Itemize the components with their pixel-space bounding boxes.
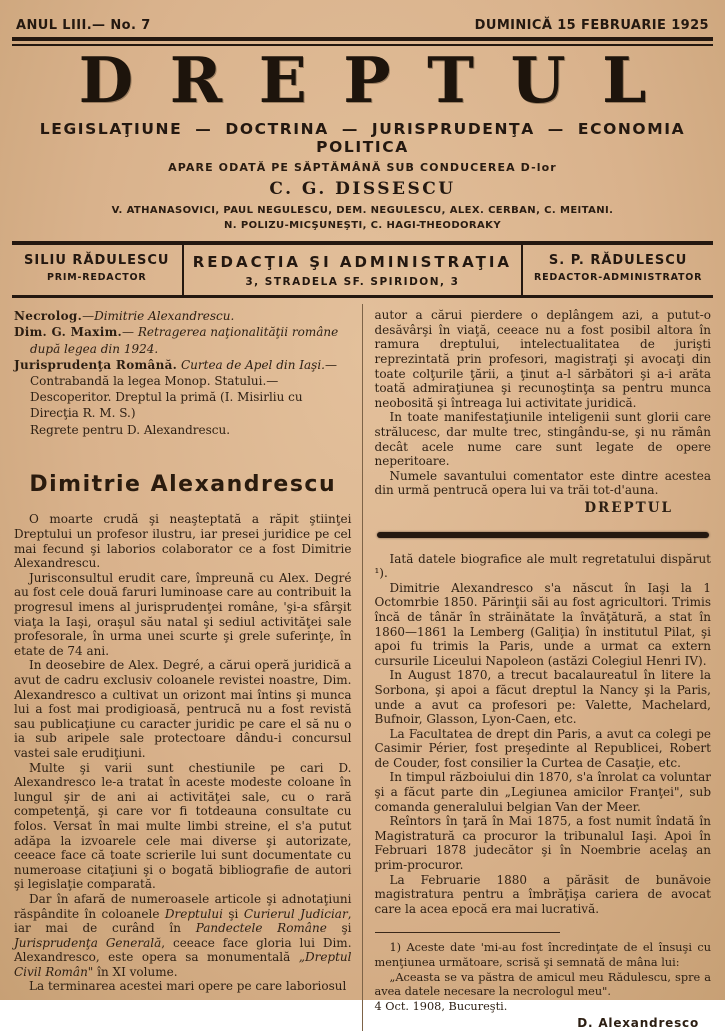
article-heading: Dimitrie Alexandrescu (29, 471, 337, 497)
paragraph: „Aceasta se va păstra de amicul meu Rădulescu, spre a avea datele necesare la necrologul meu". (374, 970, 711, 999)
editorial-signature: DREPTUL (584, 499, 673, 516)
contents-summary (14, 308, 352, 438)
paragraph: In timpul războiului din 1870, s'a înrolat ca voluntar şi a făcut parte din „Legiunea amicilor Franţei", sub comanda generalului belgian Van der Meer. (374, 770, 711, 814)
footnote-separator (375, 932, 560, 933)
paragraph: Necrolog.—Dimitrie Alexandrescu. (14, 309, 235, 324)
paragraph: In deosebire de Alex. Degré, a cărui operă juridică a avut de cadru exclusiv coloanele revistei noastre, Dim. Alexandresco a cultivat un orizont mai întins şi munca lui a fost mai prodigioasă, pentrucă nu a fost revistă sau publicaţiune cu caracter juridic pe care el să nu o ia sub aripele sale protectoare dându-i concursul vastei sale erudiţiuni. (14, 658, 352, 760)
redaction-address: 3, STRADELA SF. SPIRIDON, 3 (245, 276, 460, 289)
section-divider-rule (377, 532, 710, 538)
footnote-signature: D. Alexandresco (577, 1016, 699, 1031)
frequency-line: APARE ODATĂ PE SĂPTĂMÂNĂ SUB CONDUCEREA D-lor (168, 161, 557, 175)
redaction-title: REDACŢIA ŞI ADMINISTRAŢIA (192, 253, 513, 272)
paragraph: Dar în afară de numeroasele articole şi adnotaţiuni răspândite în coloanele Dreptului şi Curierul Judiciar, iar mai de curând în Pandectele Române şi Jurisprudenţa Generală, ceeace face gloria lui Dim. Alexandresco, este opera sa monumentală „Dreptul Civil Român" în XI volume. (14, 891, 352, 979)
left-column (12, 304, 363, 1031)
newspaper-title: DREPTUL (78, 43, 683, 117)
paragraph: La terminarea acestei mari opere pe care laboriosul (29, 979, 347, 994)
paragraph: 1) Aceste date 'mi-au fost încredinţate de el însuşi cu menţiunea următoare, scrisă şi semnată de mâna lui: (374, 941, 711, 969)
right-column (363, 304, 714, 1031)
biography-section (375, 552, 712, 917)
paragraph: Reîntors în ţară în Mai 1875, a fost numit îndată în Magistratură ca procuror la tribunalul Iaşi. Apoi în Februari 1878 judecător şi în Noembrie acelaş an prim-procuror. (374, 814, 711, 873)
paragraph: 4 Oct. 1908, Bucureşti. (374, 999, 508, 1013)
paragraph: autor a cărui pierdere o deplângem azi, a putut-o desăvârşi în viaţă, ceeace nu a fost posibil altora în ramura dreptului, intelectualitatea de jurişti reprezintată prin profesori, magistraţi şi avocaţi din toate colţurile ţării, a ţinut a-l sărbători şi a-i arăta toată admiraţiunea şi recunoştinţa sa pentru munca neobosită şi întreaga lui activitate juridică. (374, 308, 711, 410)
article-body-left (14, 512, 352, 994)
paragraph: Jurisconsultul erudit care, împreună cu Alex. Degré au fost cele două faruri luminoase care au contribuit la progresul imens al jurisprudenţei române, 'şi-a sfârşit viaţa la Iaşi, oraşul său natal şi sediul activităţei sale profesorale, în urma unei scurte şi grele suferinţe, în etate de 74 ani. (14, 570, 352, 658)
redactor-administrator-role: REDACTOR-ADMINISTRATOR (534, 272, 703, 284)
infobar-center-cell (184, 245, 524, 295)
paragraph: Multe şi varii sunt chestiunile pe cari D. Alexandresco le-a tratat în aceste modeste coloane în lungul şir de ani ai activităţei sale, cu o rară competenţă, şi care vor fi totdeauna consultate cu folos. Versat în mai multe limbi streine, el s'a putut adăpa la izvoarele cele mai diverse şi autorizate, ceeace face că toate scrierile lui sunt documentate cu numeroase citaţiuni şi o bogată bibliografie de autori şi legislaţie comparată. (14, 760, 352, 892)
article-body-right-intro (375, 308, 712, 498)
paragraph: In August 1870, a trecut bacalaureatul în litere la Sorbona, şi apoi a făcut dreptul la Nancy şi la Paris, unde a avut ca profesori pe: Valette, Machelard, Bufnoir, Glasson, Lyon-Caen, etc. (374, 668, 711, 727)
issue-number: ANUL LIII.— No. 7 (16, 18, 151, 33)
redactor-administrator-name: S. P. RĂDULESCU (548, 253, 688, 269)
paragraph: Dimitrie Alexandresco s'a născut în Iaşi la 1 Octomrbie 1850. Părinţii săi au fost agricultori. Trimis încă de tânăr în străinătate la învăţătură, a stat în 1860—1861 la Lemberg (Galiţia) în institutul Pilat, şi apoi fu trimis la Paris, unde a urmat ca extern cursurile Liceului Napoleon (astăzi Colegiul Henri IV). (374, 580, 711, 668)
header-row (12, 16, 713, 37)
masthead-infobar (12, 241, 713, 298)
infobar-right-cell (523, 245, 713, 295)
director-name: C. G. DISSESCU (269, 179, 456, 200)
paragraph: La Facultatea de drept din Paris, a avut ca colegi pe Casimir Périer, fost preşedinte al Republicei, Robert de Couder, fost consilier la Curtea de Casaţie, etc. (374, 726, 711, 770)
subjects-line: LEGISLAŢIUNE — DOCTRINA — JURISPRUDENŢA — ECONOMIA POLITICA (39, 120, 686, 157)
paragraph: O moarte crudă şi neaşteptată a răpit ştiinţei Dreptului un profesor ilustru, iar presei juridice pe cel mai fecund şi laborios colaborator ce a fost Dimitrie Alexandrescu. (14, 512, 352, 571)
body-columns (12, 304, 713, 1031)
issue-date: DUMINICĂ 15 FEBRUARIE 1925 (474, 18, 709, 33)
paragraph: Iată datele biografice ale mult regretatului dispărut ¹). (374, 551, 711, 581)
paragraph: Jurisprudenţa Română. Curtea de Apel din Iaşi.— Contrabandă la legea Monop. Statului.— Descoperitor. Dreptul la primă (I. Misirliu cu Direcţia R. M. S.) (14, 357, 337, 421)
prim-redactor-name: SILIU RĂDULESCU (24, 253, 170, 269)
paragraph: In toate manifestaţiunile inteligenii sunt glorii care strălucesc, dar multe trec, stingându-se, şi nu rămân decât acele nume care sunt legate de opere neperitoare. (374, 410, 711, 469)
paragraph: La Februarie 1880 a părăsit de bunăvoie magistratura pentru a îmbrăţişa cariera de avocat care la acea epocă era mai lucrativă. (374, 872, 711, 916)
prim-redactor-role: PRIM-REDACTOR (47, 272, 147, 284)
paragraph: Regrete pentru D. Alexandrescu. (30, 422, 231, 437)
paragraph: Dim. G. Maxim.— Retragerea naţionalităţii române după legea din 1924. (14, 325, 339, 356)
footnote (375, 941, 712, 1014)
infobar-left-cell (12, 245, 184, 295)
committee-line-1: V. ATHANASOVICI, PAUL NEGULESCU, DEM. NEGULESCU, ALEX. CERBAN, C. MEITANI. (111, 205, 614, 217)
committee-line-2: N. POLIZU-MICŞUNEŞTI, C. HAGI-THEODORAKY (224, 219, 501, 231)
paragraph: Numele savantului comentator este dintre acestea din urmă pentrucă opera lui va trăi tot-d'auna. (374, 468, 711, 498)
editorial-committee (12, 204, 713, 233)
